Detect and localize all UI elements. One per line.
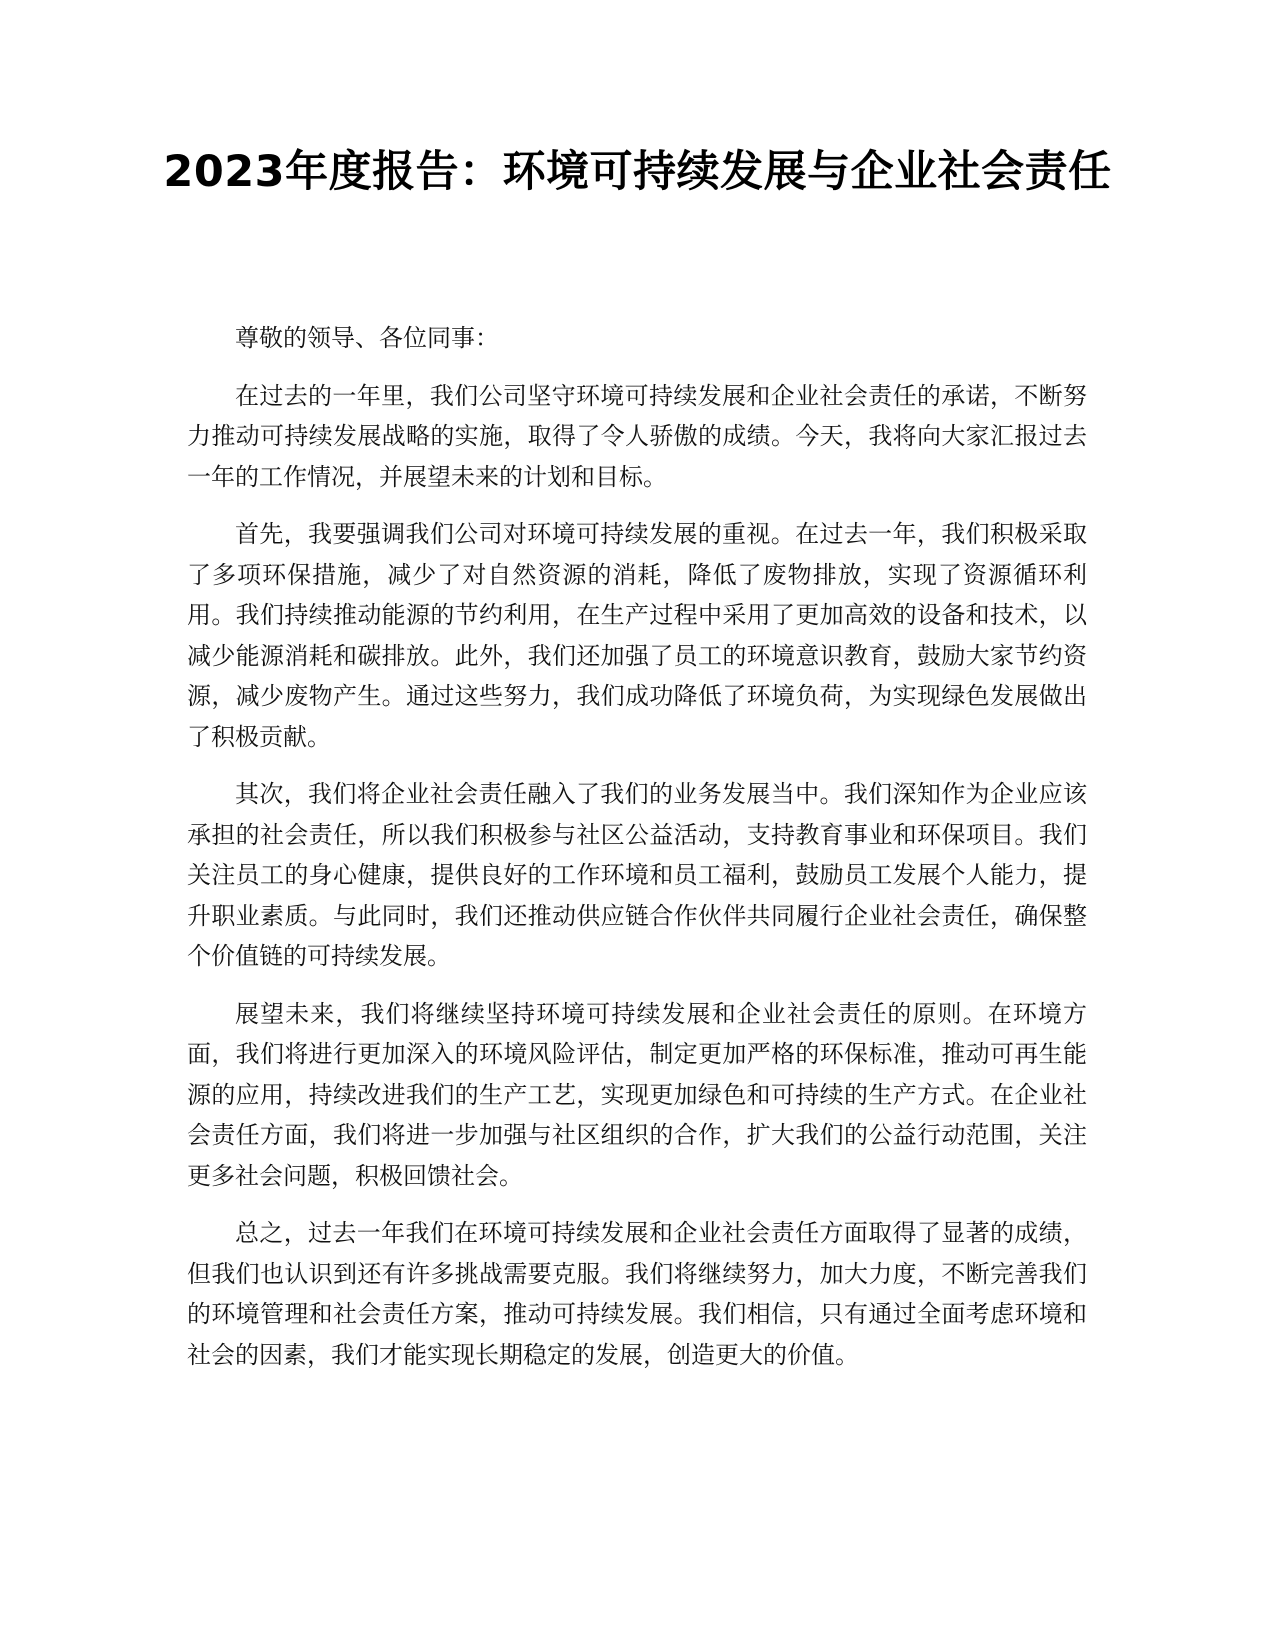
document-body bbox=[187, 318, 1087, 1392]
paragraph-social-responsibility: 其次，我们将企业社会责任融入了我们的业务发展当中。我们深知作为企业应该承担的社会责任，所以我们积极参与社区公益活动，支持教育事业和环保项目。我们关注员工的身心健康，提供良好的工作环境和员工福利，鼓励员工发展个人能力，提升职业素质。与此同时，我们还推动供应链合作伙伴共同履行企业社会责任，确保整个价值链的可持续发展。 bbox=[187, 780, 1087, 970]
paragraph-conclusion: 总之，过去一年我们在环境可持续发展和企业社会责任方面取得了显著的成绩，但我们也认识到还有许多挑战需要克服。我们将继续努力，加大力度，不断完善我们的环境管理和社会责任方案，推动可持续发展。我们相信，只有通过全面考虑环境和社会的因素，我们才能实现长期稳定的发展，创造更大的价值。 bbox=[187, 1219, 1087, 1369]
salutation: 尊敬的领导、各位同事： bbox=[235, 324, 499, 352]
document-title: 2023年度报告：环境可持续发展与企业社会责任 bbox=[163, 147, 1112, 197]
paragraph-intro: 在过去的一年里，我们公司坚守环境可持续发展和企业社会责任的承诺，不断努力推动可持续发展战略的实施，取得了令人骄傲的成绩。今天，我将向大家汇报过去一年的工作情况，并展望未来的计划和目标。 bbox=[187, 381, 1087, 491]
paragraph-environment: 首先，我要强调我们公司对环境可持续发展的重视。在过去一年，我们积极采取了多项环保措施，减少了对自然资源的消耗，降低了废物排放，实现了资源循环利用。我们持续推动能源的节约利用，在生产过程中采用了更加高效的设备和技术，以减少能源消耗和碳排放。此外，我们还加强了员工的环境意识教育，鼓励大家节约资源，减少废物产生。通过这些努力，我们成功降低了环境负荷，为实现绿色发展做出了积极贡献。 bbox=[187, 520, 1087, 751]
paragraph-outlook: 展望未来，我们将继续坚持环境可持续发展和企业社会责任的原则。在环境方面，我们将进行更加深入的环境风险评估，制定更加严格的环保标准，推动可再生能源的应用，持续改进我们的生产工艺，实现更加绿色和可持续的生产方式。在企业社会责任方面，我们将进一步加强与社区组织的合作，扩大我们的公益行动范围，关注更多社会问题，积极回馈社会。 bbox=[187, 999, 1087, 1190]
